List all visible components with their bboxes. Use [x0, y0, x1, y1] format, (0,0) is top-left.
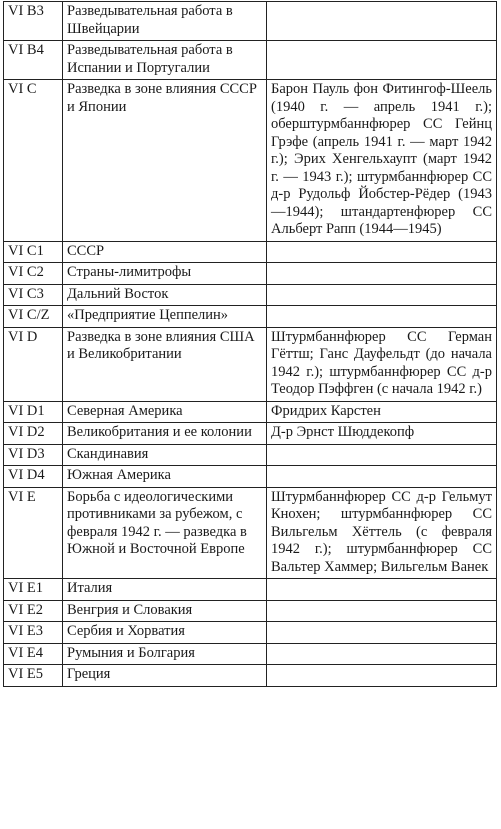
- unit-heads: [267, 241, 497, 263]
- unit-name: Разведывательная работа в Испании и Португалии: [63, 41, 267, 80]
- unit-code: VI D2: [4, 423, 63, 445]
- unit-heads: [267, 444, 497, 466]
- unit-name: «Предприятие Цеппелин»: [63, 306, 267, 328]
- unit-name: Разведка в зоне влияния США и Великобритании: [63, 327, 267, 401]
- unit-name: Венгрия и Словакия: [63, 600, 267, 622]
- table-row: [4, 306, 497, 328]
- unit-heads: [267, 2, 497, 41]
- table-row: [4, 444, 497, 466]
- unit-name: Скандинавия: [63, 444, 267, 466]
- unit-code: VI E2: [4, 600, 63, 622]
- unit-name: Северная Америка: [63, 401, 267, 423]
- unit-code: VI D3: [4, 444, 63, 466]
- unit-name: Греция: [63, 665, 267, 687]
- unit-heads: [267, 622, 497, 644]
- unit-heads: [267, 284, 497, 306]
- unit-heads: [267, 665, 497, 687]
- unit-code: VI C/Z: [4, 306, 63, 328]
- unit-name: СССР: [63, 241, 267, 263]
- table-row: [4, 487, 497, 579]
- unit-name: Румыния и Болгария: [63, 643, 267, 665]
- table-row: [4, 2, 497, 41]
- unit-heads: [267, 263, 497, 285]
- unit-name: Дальний Восток: [63, 284, 267, 306]
- unit-heads: [267, 643, 497, 665]
- table-row: [4, 284, 497, 306]
- unit-name: Южная Америка: [63, 466, 267, 488]
- unit-code: VI E3: [4, 622, 63, 644]
- unit-code: VI D1: [4, 401, 63, 423]
- unit-code: VI E1: [4, 579, 63, 601]
- unit-name: Борьба с идеологическими противниками за рубежом, с февраля 1942 г. — разведка в Южной и Восточной Европе: [63, 487, 267, 579]
- unit-heads: [267, 600, 497, 622]
- table-row: [4, 466, 497, 488]
- unit-heads: [267, 579, 497, 601]
- unit-code: VI C3: [4, 284, 63, 306]
- unit-code: VI B4: [4, 41, 63, 80]
- table-row: [4, 579, 497, 601]
- unit-heads: Штурмбаннфюрер СС Герман Гёттш; Ганс Дауфельдт (до начала 1942 г.); штурмбаннфюрер СС д-р Теодор Пэффген (с начала 1942 г.): [267, 327, 497, 401]
- table-row: [4, 600, 497, 622]
- unit-name: Сербия и Хорватия: [63, 622, 267, 644]
- unit-code: VI C1: [4, 241, 63, 263]
- unit-heads: Барон Пауль фон Фитингоф-Шеель (1940 г. — апрель 1941 г.); оберштурмбаннфюрер СС Гейнц Грэфе (апрель 1941 г. — март 1942 г.); Эрих Хенгельхаупт (март 1942 г. — 1943 г.); штурмбаннфюрер СС д-р Рудольф Йобстер-Рёдер (1943—1944); штандартенфюрер СС Альберт Рапп (1944—1945): [267, 80, 497, 242]
- table-row: [4, 622, 497, 644]
- unit-heads: Фридрих Карстен: [267, 401, 497, 423]
- unit-code: VI D: [4, 327, 63, 401]
- unit-heads: [267, 306, 497, 328]
- unit-name: Италия: [63, 579, 267, 601]
- table-row: [4, 41, 497, 80]
- unit-code: VI D4: [4, 466, 63, 488]
- unit-code: VI E5: [4, 665, 63, 687]
- table-row: [4, 401, 497, 423]
- unit-code: VI E: [4, 487, 63, 579]
- unit-heads: Д-р Эрнст Шюддекопф: [267, 423, 497, 445]
- unit-name: Разведка в зоне влияния СССР и Японии: [63, 80, 267, 242]
- table-row: [4, 423, 497, 445]
- table-row: [4, 327, 497, 401]
- unit-heads: Штурмбаннфюрер СС д-р Гельмут Кнохен; штурмбаннфюрер СС Вильгельм Хёттель (с февраля 1942 г.); штурмбаннфюрер СС Вальтер Хаммер; Вильгельм Ванек: [267, 487, 497, 579]
- table-row: [4, 80, 497, 242]
- unit-heads: [267, 466, 497, 488]
- unit-name: Великобритания и ее колонии: [63, 423, 267, 445]
- table-row: [4, 643, 497, 665]
- unit-code: VI B3: [4, 2, 63, 41]
- unit-code: VI C: [4, 80, 63, 242]
- table-row: [4, 665, 497, 687]
- department-table: [3, 1, 497, 687]
- unit-name: Разведывательная работа в Швейцарии: [63, 2, 267, 41]
- unit-name: Страны-лимитрофы: [63, 263, 267, 285]
- unit-heads: [267, 41, 497, 80]
- unit-code: VI C2: [4, 263, 63, 285]
- table-row: [4, 263, 497, 285]
- table-row: [4, 241, 497, 263]
- unit-code: VI E4: [4, 643, 63, 665]
